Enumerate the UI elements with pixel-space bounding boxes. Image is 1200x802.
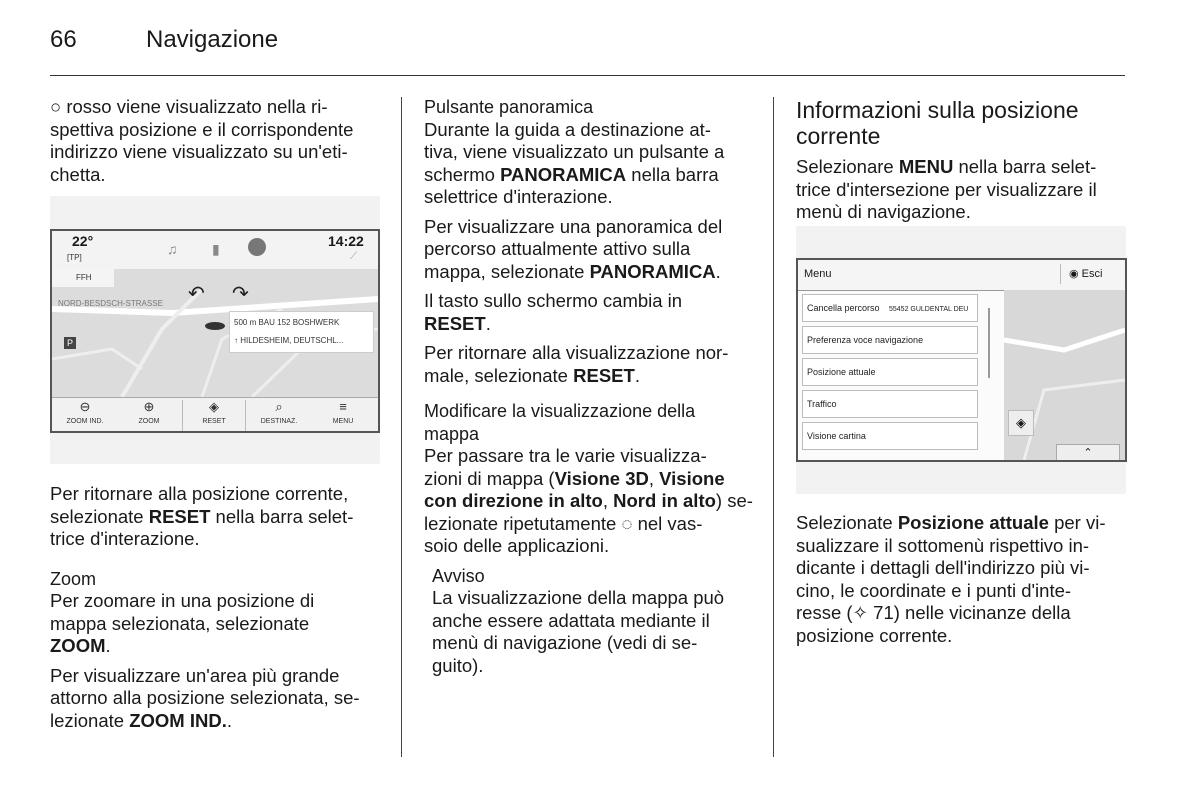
paragraph-panoramica-2: Per visualizzare una panoramica del percorso attualmente attivo sulla mappa, selezionate PANORAMICA. <box>424 215 723 282</box>
vehicle-position-icon <box>205 322 225 330</box>
ffh-tag: FFH <box>52 269 114 287</box>
column-1-lower <box>50 483 390 739</box>
nav-screen-menu <box>796 258 1127 462</box>
interaction-bar <box>52 397 378 432</box>
paragraph-panoramica-4: Per ritornare alla visualizzazione nor- male, selezionate RESET. <box>424 342 729 386</box>
page-title: Navigazione <box>146 26 279 53</box>
street-label: NORD-BESDSCH-STRASSE <box>58 299 163 308</box>
menu-icon: ≡ <box>339 399 347 414</box>
header-rule <box>50 75 1125 76</box>
music-icon[interactable]: ♫ <box>167 241 178 257</box>
zoom-out-button[interactable]: ⊖ ZOOM IND. <box>54 400 116 432</box>
nav-screen-map <box>50 229 380 433</box>
menu-scrollbar[interactable] <box>986 298 994 448</box>
menu-title: Menu <box>804 268 832 280</box>
turn-right-arrow-icon: ↷ <box>232 283 249 305</box>
paragraph-zoom-1: Per zoomare in una posizione di mappa selezionata, selezionate ZOOM. <box>50 590 315 656</box>
note-heading: Avviso <box>432 565 485 586</box>
note-text: La visualizzazione della mappa può anche essere adattata mediante il menù di navigazione (vedi di se- guito). <box>432 587 725 676</box>
paragraph-reset: Per ritornare alla posizione corrente, selezionate RESET nella barra selet- trice d'interazione. <box>50 483 354 549</box>
reset-icon: ◈ <box>209 399 219 414</box>
menu-item-voice-preferences[interactable]: Preferenza voce navigazione <box>802 326 978 354</box>
zoom-in-button[interactable]: ⊕ ZOOM <box>118 400 180 432</box>
paragraph-current-position: Selezionate Posizione attuale per vi- sualizzare il sottomenù rispettivo in- dicante i dettagli dell'indirizzo più vi- cino, le coordinate e i punti d'inte- resse (✧ 71) nelle vicinanze della posizione corrente. <box>796 512 1106 646</box>
screen-top-bar <box>52 231 378 270</box>
map-area[interactable] <box>52 269 378 397</box>
phone-icon[interactable]: ▮ <box>212 241 220 257</box>
paragraph-zoom-2: Per visualizzare un'area più grande attorno alla posizione selezionata, se- lezionate ZOOM IND.. <box>50 664 360 731</box>
column-divider-2 <box>773 97 774 757</box>
turn-left-arrow-icon: ↶ <box>188 283 205 305</box>
menu-item-cancel-route[interactable]: Cancella percorso 55452 GULDENTAL DEU <box>802 294 978 322</box>
tp-indicator: [TP] <box>67 253 82 262</box>
column-1 <box>50 96 385 193</box>
zoom-out-icon: ⊖ <box>79 399 91 414</box>
temperature: 22° <box>72 233 94 249</box>
column-3 <box>796 97 1136 231</box>
destination-search-icon: ⌕ <box>275 399 283 414</box>
menu-item-traffic[interactable]: Traffico <box>802 390 978 418</box>
clock: 14:22 <box>328 233 364 249</box>
menu-map-preview[interactable] <box>1004 290 1125 460</box>
reset-button[interactable]: ◈ RESET <box>182 400 246 432</box>
heading-modify-view: Modificare la visualizzazione della mappa <box>424 401 696 444</box>
paragraph-menu: Selezionare MENU nella barra selet- trice d'intersezione per visualizzare il menù di navigazione. <box>796 156 1097 222</box>
route-destination: 55452 GULDENTAL DEU <box>889 306 969 313</box>
destination-button[interactable]: ⌕ DESTINAZ. <box>248 400 310 432</box>
signal-icon: ⟋ <box>350 251 357 262</box>
heading-panoramica: Pulsante panoramica <box>424 97 594 117</box>
paragraph-intro: ○ rosso viene visualizzato nella ri- spettiva posizione e il corrispondente indirizzo viene visualizzato su un'eti- chetta. <box>50 96 354 185</box>
parking-icon: P <box>64 337 76 349</box>
paragraph-panoramica-1: Durante la guida a destinazione at- tiva, viene visualizzato un pulsante a schermo PANORAMICA nella barra selettrice d'interazione. <box>424 118 725 207</box>
menu-list <box>802 294 978 454</box>
nav-app-icon[interactable] <box>248 238 266 256</box>
menu-button[interactable]: ≡ MENU <box>312 400 374 432</box>
note-box <box>432 565 764 678</box>
position-target-icon[interactable]: ◈ <box>1008 410 1034 436</box>
expand-up-button[interactable]: ⌃ <box>1056 444 1120 462</box>
paragraph-modify-view: Per passare tra le varie visualizza- zioni di mappa (Visione 3D, Visione con direzione in alto, Nord in alto) se- lezionate ripetutamente ◌ nel vas- soio delle applicazioni. <box>424 445 753 556</box>
heading-current-position: Informazioni sulla posizione corrente <box>796 97 1079 149</box>
exit-button[interactable]: ◉ Esci <box>1060 264 1125 284</box>
paragraph-panoramica-3: Il tasto sullo schermo cambia in RESET. <box>424 290 683 334</box>
column-divider-1 <box>401 97 402 757</box>
menu-item-current-position[interactable]: Posizione attuale <box>802 358 978 386</box>
menu-header <box>798 260 1125 291</box>
address-label: 500 m BAU 152 BOSHWERK ↑ HILDESHEIM, DEUTSCHL... <box>229 311 374 353</box>
zoom-in-icon: ⊕ <box>143 399 155 414</box>
page-number: 66 <box>50 26 77 53</box>
menu-item-map-view[interactable]: Visione cartina <box>802 422 978 450</box>
column-3-lower <box>796 512 1136 654</box>
column-2 <box>424 96 764 684</box>
heading-zoom: Zoom <box>50 568 97 589</box>
